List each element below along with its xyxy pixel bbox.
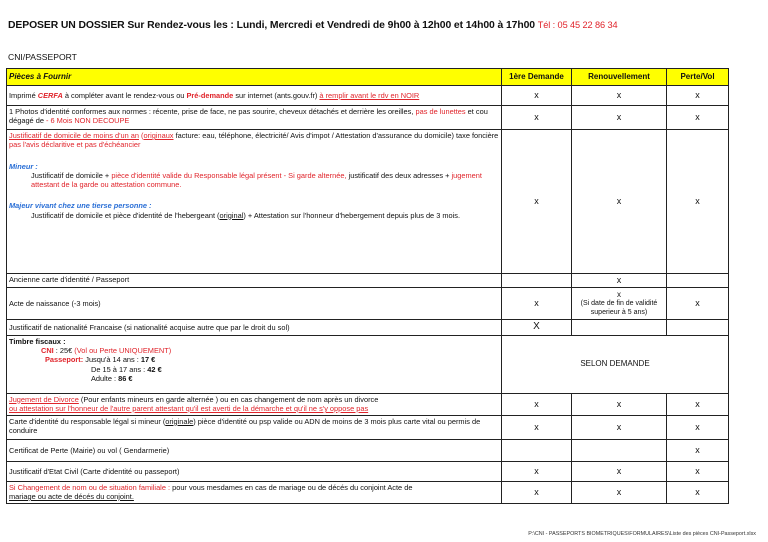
mark: x — [667, 415, 729, 439]
mark: x — [667, 106, 729, 130]
empty-cell — [502, 274, 572, 288]
row-perte — [7, 439, 729, 461]
text: De 15 à 17 ans : — [91, 364, 148, 374]
text: Adulte : — [91, 373, 119, 383]
row-carte-responsable — [7, 415, 729, 439]
cell-changement — [7, 481, 502, 503]
text: - Si — [281, 170, 297, 180]
text: Justificatif de domicile de moins d'un an — [9, 131, 139, 140]
text: original — [219, 210, 244, 220]
cell-nationalite: Justificatif de nationalité Francaise (si nationalité acquise autre que par le droit du sol) — [7, 320, 502, 336]
empty-cell — [572, 439, 667, 461]
cell-ancienne: Ancienne carte d'identité / Passeport — [7, 274, 502, 288]
text: (Vol ou Perte UNIQUEMENT) — [74, 346, 172, 355]
empty-cell — [572, 320, 667, 336]
mark: x — [667, 288, 729, 320]
page-subtitle: CNI/PASSEPORT — [8, 52, 77, 62]
mark: x — [502, 393, 572, 415]
text: pas de lunettes — [415, 107, 466, 116]
empty-cell — [502, 439, 572, 461]
mark: x — [572, 415, 667, 439]
row-cerfa — [7, 86, 729, 106]
row-divorce — [7, 393, 729, 415]
text: originaux — [143, 131, 174, 140]
header-renouvellement: Renouvellement — [572, 69, 667, 86]
row-ancienne-carte — [7, 274, 729, 288]
cell-carte-responsable — [7, 415, 502, 439]
row-nationalite — [7, 320, 729, 336]
mark: x — [502, 461, 572, 481]
selon-demande: SELON DEMANDE — [502, 335, 729, 393]
text: CERFA — [37, 90, 63, 100]
header-text: DEPOSER UN DOSSIER Sur Rendez-vous les : Lundi, Mercredi et Vendredi de 9h00 à 12h00 et 14h00 à 17h00 — [8, 20, 535, 31]
text: 1 Photos d'identité conformes aux normes : récente, prise de face, ne pas sourire, cheveux détachés et derrière les oreilles, — [9, 107, 416, 116]
text: Carte d'identité du responsable légal si mineur ( — [9, 416, 166, 426]
text: Justificatif de domicile + — [31, 170, 112, 180]
mark: x — [572, 481, 667, 503]
timbre-cni — [9, 346, 499, 355]
mark: x — [502, 130, 572, 274]
timbre-passeport — [9, 355, 499, 364]
mark: X — [502, 320, 572, 336]
timbre-title: Timbre fiscaux : — [9, 336, 66, 346]
text: et cou dégagé de — [9, 107, 488, 126]
mineur-text — [9, 171, 499, 190]
cell-perte: Certificat de Perte (Mairie) ou vol ( Gendarmerie) — [7, 439, 502, 461]
text: 42 € — [147, 364, 162, 374]
cell-photos — [7, 106, 502, 130]
cell-timbre — [7, 335, 502, 393]
text: CNI — [41, 346, 54, 355]
text: Jugement de Divorce — [9, 394, 79, 404]
mark: x — [667, 439, 729, 461]
text: sur internet (ants.gouv.fr) — [233, 90, 320, 100]
text: - 6 Mois NON DECOUPE — [46, 116, 130, 126]
text: à remplir avant le rdv en NOIR — [319, 90, 420, 100]
documents-table — [6, 68, 729, 504]
mineur-title: Mineur : — [9, 161, 38, 171]
text: Passeport: — [45, 355, 84, 365]
text: facture: eau, téléphone, électricité/ Avis d'impot / Attestation d'assurance du domicile) taxe foncière — [173, 131, 499, 140]
mark: x — [502, 86, 572, 106]
empty-cell — [667, 274, 729, 288]
text: originale — [165, 416, 194, 426]
renouv-condition: (Si date de fin de validité superieur à 5 ans) — [580, 300, 658, 316]
text: : 25€ — [53, 346, 75, 355]
mark: x — [667, 86, 729, 106]
text: garde alternée, — [296, 170, 347, 180]
domicile-note: pas l'avis déclaritive et pas d'échéancier — [9, 140, 141, 150]
cell-domicile — [7, 130, 502, 274]
domicile-main — [9, 131, 499, 140]
mark: x — [572, 461, 667, 481]
timbre-passeport-2 — [9, 365, 499, 374]
mark: x — [667, 461, 729, 481]
row-domicile — [7, 130, 729, 274]
row-changement — [7, 481, 729, 503]
header-premiere-demande: 1ère Demande — [502, 69, 572, 86]
file-path-footer: P:\CNI - PASSEPORTS BIOMETRIQUES\FORMULAIRES\Liste des pièces CNI-Passeport.xlsx — [528, 531, 756, 537]
text: Justificatif de domicile et pièce d'identité de l'hebergeant ( — [31, 210, 220, 220]
text: jugement attestant de la garde ou attestation commune. — [31, 170, 482, 189]
mark: x — [572, 130, 667, 274]
mark: x — [572, 393, 667, 415]
cell-naissance: Acte de naissance (-3 mois) — [7, 288, 502, 320]
cell-etat-civil: Justificatif d'Etat Civil (Carte d'identité ou passeport) — [7, 461, 502, 481]
cell-cerfa — [7, 86, 502, 106]
cell-renouv-naissance — [572, 288, 667, 320]
text: justificatif des deux adresses + — [346, 170, 452, 180]
mark: x — [502, 288, 572, 320]
text: 86 € — [118, 373, 133, 383]
mark: x — [667, 130, 729, 274]
text: Jusqu'à 14 ans : — [83, 355, 141, 365]
header-phone: Tél : 05 45 22 86 34 — [537, 20, 618, 30]
cell-divorce — [7, 393, 502, 415]
tiers-title: Majeur vivant chez une tierse personne : — [9, 201, 152, 211]
text: mariage ou acte de décés du conjoint. — [9, 492, 134, 501]
table-header-row — [7, 69, 729, 86]
text: ) + Attestation sur l'honneur d'hebergement depuis plus de 3 mois. — [243, 210, 461, 220]
text: (Pour enfants mineurs en garde alternée ) ou en cas changement de nom après un divorce — [78, 394, 379, 404]
text: Si Changement de nom ou de situation familiale : — [9, 482, 171, 492]
mark: x — [667, 393, 729, 415]
header-perte-vol: Perte/Vol — [667, 69, 729, 86]
mark: x — [572, 86, 667, 106]
row-etat-civil — [7, 461, 729, 481]
empty-cell — [667, 320, 729, 336]
mark: x — [502, 415, 572, 439]
mark: x — [667, 481, 729, 503]
mark: x — [572, 106, 667, 130]
text: pièce d'identité valide du Responsable légal présent — [111, 170, 282, 180]
page-header — [8, 20, 617, 31]
row-photos — [7, 106, 729, 130]
text: ou attestation sur l'honneur de l'autre parent attestant qu'il est averti de la démarche et qu'il ne s'y oppose pas — [9, 404, 369, 413]
text: ( — [139, 131, 144, 140]
text: à compléter avant le rendez-vous ou — [62, 90, 187, 100]
timbre-passeport-3 — [9, 374, 499, 383]
tiers-text — [9, 211, 499, 220]
text: Pré-demande — [186, 90, 234, 100]
header-pieces: Pièces à Fournir — [7, 69, 502, 86]
row-timbre — [7, 335, 729, 393]
mark: x — [502, 106, 572, 130]
text: Imprimé — [9, 90, 38, 100]
text: ) pièce d'identité ou psp valide ou ADN de moins de 3 mois plus carte vital ou permis de conduire — [9, 416, 481, 435]
text: pour vous mesdames en cas de mariage ou de décés du conjoint Acte de — [170, 482, 413, 492]
mark: x — [502, 481, 572, 503]
mark: x — [572, 274, 667, 288]
row-naissance — [7, 288, 729, 320]
mark: x — [617, 290, 621, 299]
text: 17 € — [140, 355, 156, 365]
